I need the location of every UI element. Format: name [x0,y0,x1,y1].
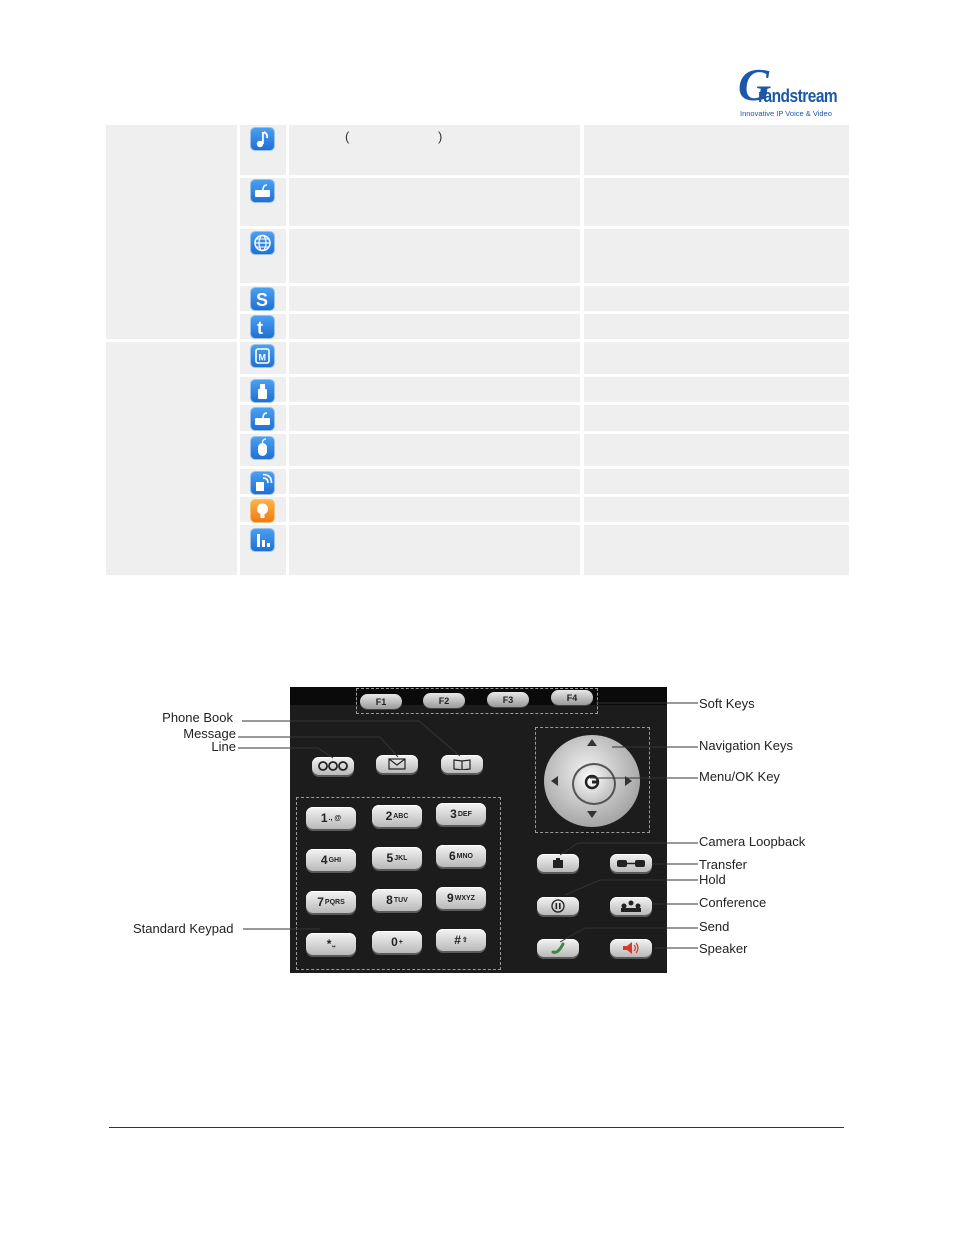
label-soft-keys: Soft Keys [699,696,755,711]
label-speaker: Speaker [699,941,748,956]
label-conference: Conference [699,895,767,910]
label-navigation-keys: Navigation Keys [699,738,793,753]
label-phone-book: Phone Book [162,710,233,725]
keypad-letters: MNO [456,852,474,860]
keypad-letters: ⇧ [461,937,468,944]
footer-rule [109,1127,844,1128]
keypad-digit: # [454,933,461,947]
keypad-digit: 7 [317,895,324,909]
svg-text:S: S [256,290,269,310]
label-standard-keypad: Standard Keypad [133,921,234,936]
label-menu-ok-key: Menu/OK Key [699,769,780,784]
keypad-letters: DEF [457,810,472,818]
keypad-digit: 5 [386,851,394,865]
label-line: Line [211,739,236,754]
paren-close: ) [438,129,443,144]
keypad-letters: WXYZ [454,894,475,902]
paren-open: ( [345,129,350,144]
keypad-letters: GHI [328,856,342,864]
keypad-digit: 0 [391,935,398,949]
svg-text:M: M [258,352,266,363]
label-send: Send [699,919,730,934]
soft-key-f4[interactable]: F4 [551,690,593,705]
soft-key-f2[interactable]: F2 [423,693,465,708]
label-hold: Hold [699,872,726,887]
soft-key-f1[interactable]: F1 [360,694,402,709]
keypad-letters: TUV [393,896,408,904]
keypad-letters: ABC [393,812,409,820]
keypad-digit: 8 [386,893,393,907]
soft-key-f3[interactable]: F3 [487,692,529,707]
keypad-letters: ⎵ [332,940,336,947]
svg-text:t: t [257,318,263,338]
keypad-digit: 9 [447,891,454,905]
keypad-letters: JKL [394,854,408,862]
logo-initial: G [738,59,772,110]
label-camera-loopback: Camera Loopback [699,834,806,849]
keypad-digit: 2 [385,809,393,823]
keypad-letters: PQRS [324,898,345,906]
label-message: Message [183,726,236,741]
keypad-digit: 1 [320,811,328,825]
keypad-digit: * [326,937,332,951]
keypad-digit: 3 [450,807,457,821]
logo-wordmark: randstream [758,86,838,106]
keypad-letters: + [398,938,403,946]
label-transfer: Transfer [699,857,747,872]
keypad-digit: 6 [448,849,456,863]
logo-tagline: Innovative IP Voice & Video [740,109,832,118]
keypad-digit: 4 [320,853,328,867]
keypad-letters: ., @ [328,814,342,822]
